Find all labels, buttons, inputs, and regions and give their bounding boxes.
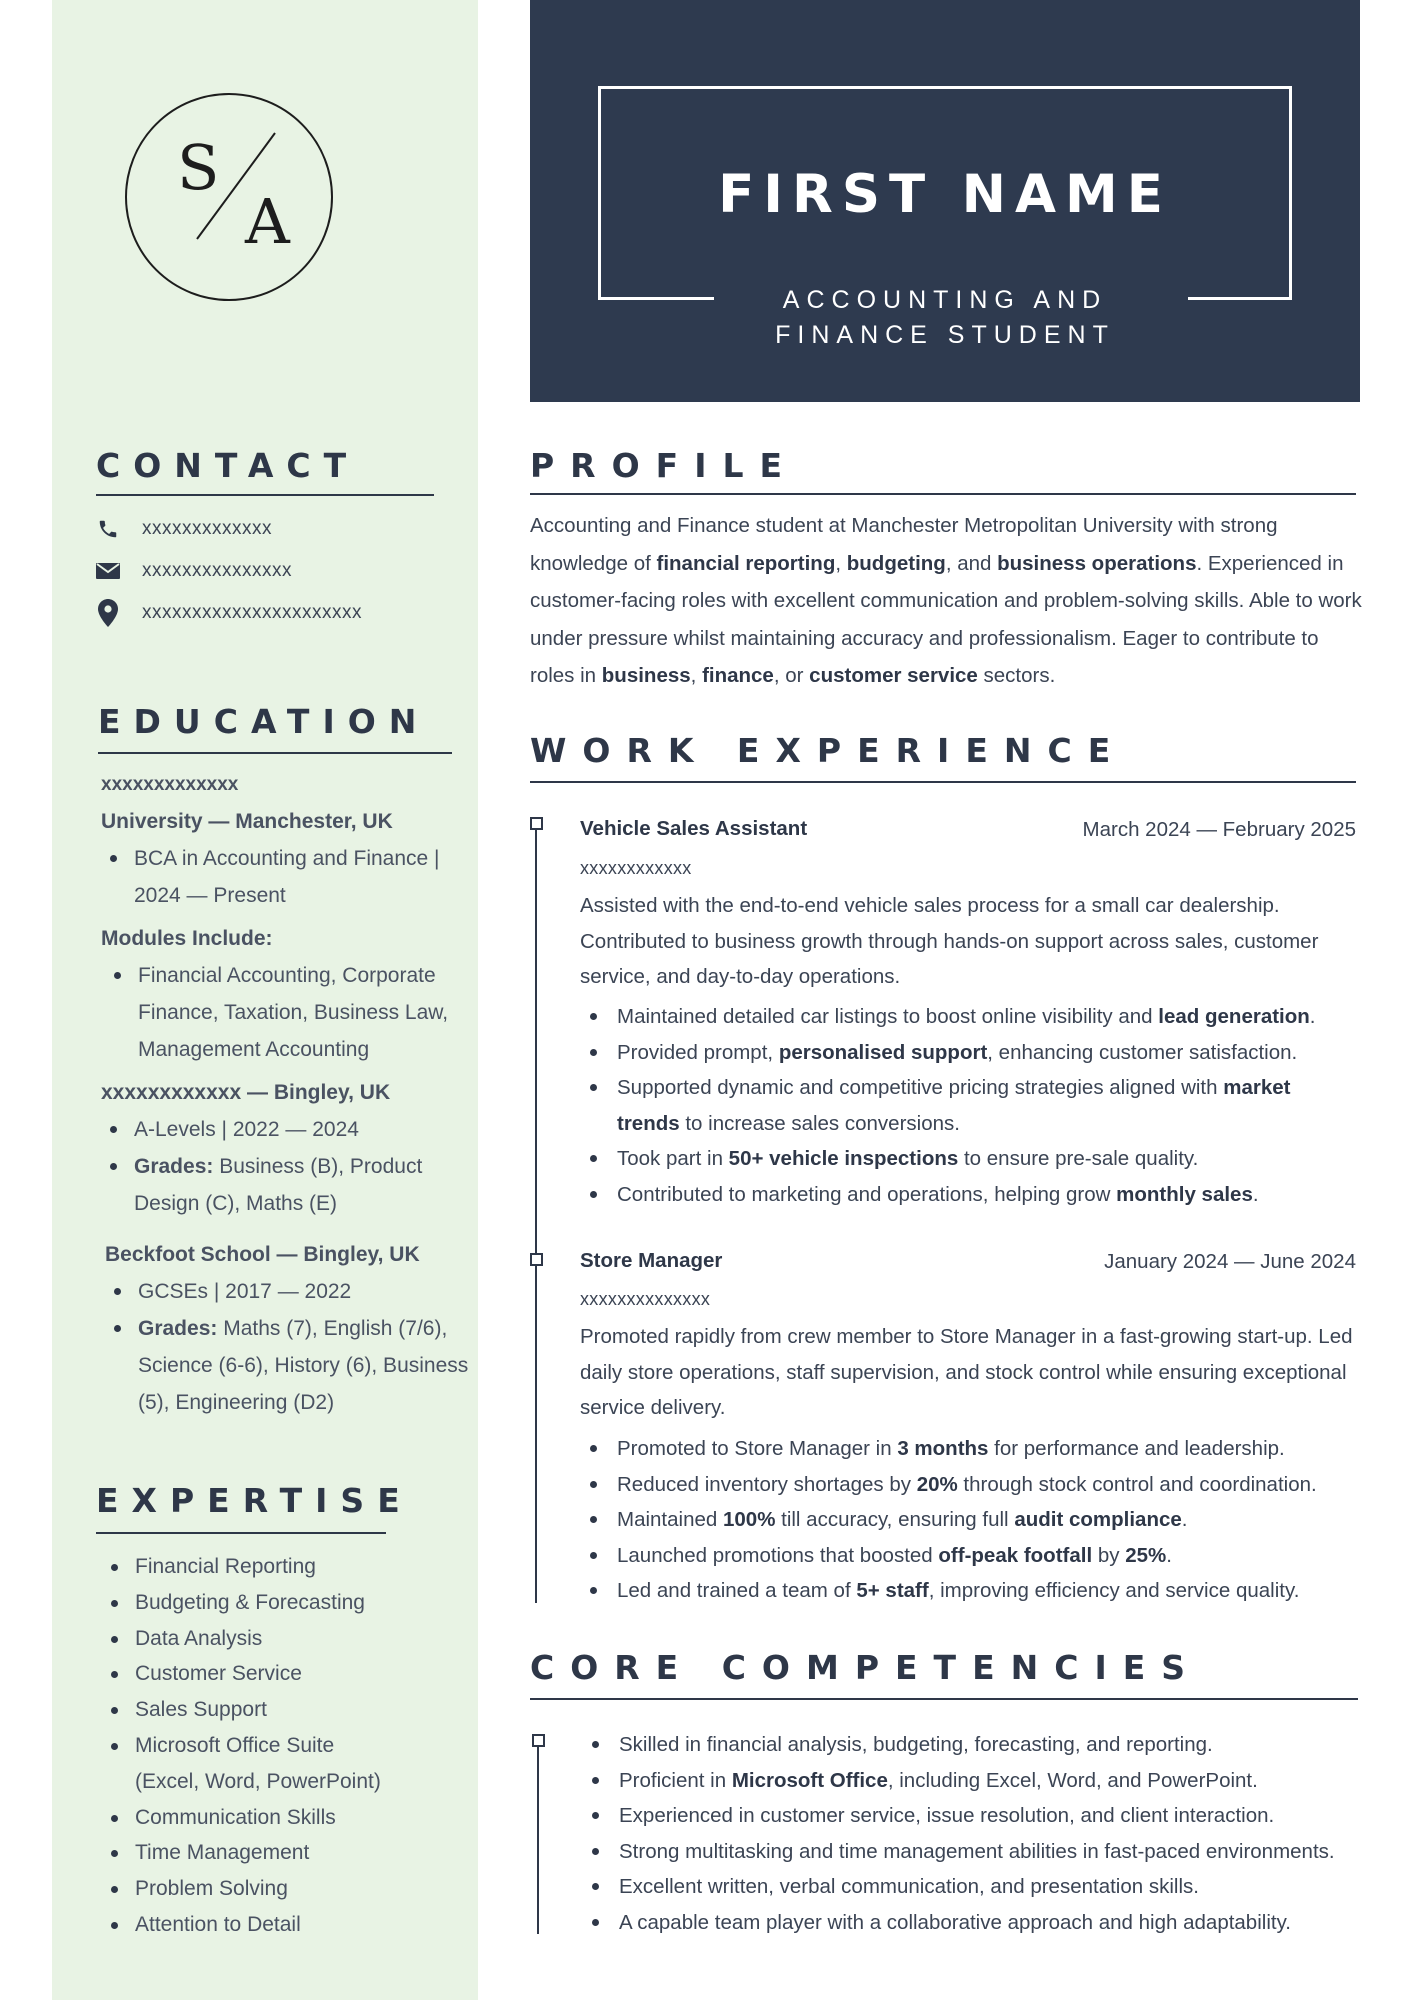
college-alevels: A-Levels | 2022 — 2024 bbox=[134, 1118, 359, 1141]
job-date-vehicle-sales: March 2024 — February 2025 bbox=[1082, 818, 1356, 841]
list-item: Maintained detailed car listings to boost online visibility and lead generation. bbox=[580, 999, 1370, 1035]
list-item: Took part in 50+ vehicle inspections to ensure pre-sale quality. bbox=[580, 1141, 1370, 1177]
list-item: Budgeting & Forecasting bbox=[102, 1585, 432, 1621]
contact-location-row bbox=[96, 593, 466, 633]
modules-text: Financial Accounting, Corporate Finance, Taxation, Business Law, Management Accounting bbox=[138, 964, 449, 1061]
work-timeline bbox=[535, 823, 537, 1603]
monogram-slash bbox=[127, 95, 331, 299]
school-grades: Maths (7), English (7/6), Science (6-6), History (6), Business (5), Engineering (D2) bbox=[138, 1317, 469, 1414]
list-item: Provided prompt, personalised support, enhancing customer satisfaction. bbox=[580, 1035, 1370, 1071]
work-experience-heading: WORK EXPERIENCE bbox=[530, 731, 1127, 770]
location-pin-icon bbox=[96, 601, 120, 625]
list-item: Customer Service bbox=[102, 1656, 432, 1692]
list-item bbox=[101, 840, 446, 914]
contact-heading: CONTACT bbox=[96, 446, 360, 485]
work-experience-rule bbox=[530, 781, 1356, 783]
modules-list bbox=[105, 957, 455, 1068]
school-gcses: GCSEs | 2017 — 2022 bbox=[138, 1280, 352, 1303]
school-grades-label: Grades: bbox=[138, 1317, 218, 1340]
education-rule bbox=[98, 752, 452, 754]
school-details bbox=[105, 1273, 470, 1421]
job-description-store-manager: Promoted rapidly from crew member to Store Manager in a fast-growing start-up. Led daily store operations, staff supervision, and stock control while ensuring exceptional service delivery. bbox=[580, 1325, 1353, 1419]
job-company-store-manager: xxxxxxxxxxxxxx bbox=[580, 1289, 711, 1309]
list-item bbox=[105, 1310, 470, 1421]
job-company-vehicle-sales: xxxxxxxxxxxx bbox=[580, 858, 692, 878]
expertise-list bbox=[102, 1549, 432, 1943]
contact-rule bbox=[96, 494, 434, 496]
list-item: Communication Skills bbox=[102, 1800, 432, 1836]
job-description-vehicle-sales: Assisted with the end-to-end vehicle sales process for a small car dealership. Contributed to business growth through hands-on support across sales, customer service, and day-to-day operations. bbox=[580, 894, 1319, 988]
list-item: Time Management bbox=[102, 1835, 432, 1871]
list-item: Excellent written, verbal communication, and presentation skills. bbox=[582, 1869, 1392, 1905]
list-item: Problem Solving bbox=[102, 1871, 432, 1907]
competencies-list bbox=[582, 1727, 1392, 1940]
contact-email: xxxxxxxxxxxxxxx bbox=[142, 560, 292, 581]
college-grades-label: Grades: bbox=[134, 1155, 214, 1178]
college-line: xxxxxxxxxxxx — Bingley, UK bbox=[101, 1081, 391, 1104]
list-item: Led and trained a team of 5+ staff, improving efficiency and service quality. bbox=[580, 1573, 1380, 1609]
university-name: xxxxxxxxxxxxx bbox=[101, 774, 239, 795]
list-item: A capable team player with a collaborative approach and high adaptability. bbox=[582, 1905, 1392, 1941]
list-item: Attention to Detail bbox=[102, 1907, 432, 1943]
list-item: Data Analysis bbox=[102, 1621, 432, 1657]
job-date-store-manager: January 2024 — June 2024 bbox=[1104, 1250, 1356, 1273]
contact-email-row bbox=[96, 551, 466, 591]
list-item: Proficient in Microsoft Office, including Excel, Word, and PowerPoint. bbox=[582, 1763, 1392, 1799]
envelope-icon bbox=[96, 559, 120, 583]
list-item: Financial Reporting bbox=[102, 1549, 432, 1585]
monogram-letter-s: S bbox=[177, 131, 220, 204]
contact-location: xxxxxxxxxxxxxxxxxxxxxx bbox=[142, 602, 362, 623]
contact-list bbox=[96, 509, 466, 633]
list-item: Supported dynamic and competitive pricing strategies aligned with market trends to increase sales conversions. bbox=[580, 1070, 1370, 1141]
university-location: University — Manchester, UK bbox=[101, 810, 393, 833]
list-item: Contributed to marketing and operations, helping grow monthly sales. bbox=[580, 1177, 1370, 1213]
timeline-marker-job1 bbox=[530, 817, 543, 830]
list-item: Experienced in customer service, issue resolution, and client interaction. bbox=[582, 1798, 1392, 1834]
university-details bbox=[101, 840, 446, 914]
list-item: Strong multitasking and time management abilities in fast-paced environments. bbox=[582, 1834, 1392, 1870]
education-heading: EDUCATION bbox=[98, 702, 430, 741]
list-item bbox=[101, 1148, 446, 1222]
list-item: Reduced inventory shortages by 20% through stock control and coordination. bbox=[580, 1467, 1380, 1503]
timeline-marker-competencies bbox=[532, 1734, 545, 1747]
name-header bbox=[530, 0, 1360, 402]
job-title-store-manager: Store Manager bbox=[580, 1249, 723, 1272]
contact-phone-row bbox=[96, 509, 466, 549]
profile-rule bbox=[530, 493, 1356, 495]
list-item bbox=[105, 957, 455, 1068]
education-content bbox=[101, 767, 469, 1421]
candidate-name: FIRST NAME bbox=[718, 164, 1172, 225]
profile-heading: PROFILE bbox=[530, 446, 799, 485]
competencies-rule bbox=[530, 1698, 1358, 1700]
list-item bbox=[101, 1111, 446, 1148]
expertise-rule bbox=[96, 1532, 386, 1534]
college-grades: Business (B), Product Design (C), Maths (E) bbox=[134, 1155, 423, 1215]
list-item: Maintained 100% till accuracy, ensuring full audit compliance. bbox=[580, 1502, 1380, 1538]
job-bullets-vehicle-sales bbox=[580, 999, 1370, 1212]
expertise-heading: EXPERTISE bbox=[96, 1481, 413, 1520]
competencies-heading: CORE COMPETENCIES bbox=[530, 1648, 1202, 1687]
university-degree: BCA in Accounting and Finance | 2024 — Present bbox=[134, 847, 440, 907]
monogram-logo bbox=[125, 93, 333, 301]
sidebar bbox=[52, 0, 478, 2000]
list-item: Promoted to Store Manager in 3 months for performance and leadership. bbox=[580, 1431, 1380, 1467]
monogram-letter-a: A bbox=[245, 185, 290, 258]
job-title-vehicle-sales: Vehicle Sales Assistant bbox=[580, 817, 808, 840]
list-item: Launched promotions that boosted off-peak footfall by 25%. bbox=[580, 1538, 1380, 1574]
list-item: Sales Support bbox=[102, 1692, 432, 1728]
timeline-marker-job2 bbox=[530, 1253, 543, 1266]
job-subtitle-line1: ACCOUNTING AND bbox=[782, 286, 1108, 314]
list-item bbox=[105, 1273, 470, 1310]
profile-text: Accounting and Finance student at Manchester Metropolitan University with strong knowledge of financial reporting, budgeting, and business operations. Experienced in customer-facing roles with excellent communication and problem-solving skills. Able to work under pressure whilst maintaining accuracy and professionalism. Eager to contribute to roles in business, finance, or customer service sectors. bbox=[530, 514, 1362, 687]
job-subtitle-line2: FINANCE STUDENT bbox=[775, 321, 1115, 349]
modules-label: Modules Include: bbox=[101, 927, 273, 950]
college-details bbox=[101, 1111, 446, 1222]
list-item: Microsoft Office Suite (Excel, Word, PowerPoint) bbox=[102, 1728, 432, 1800]
list-item: Skilled in financial analysis, budgeting, forecasting, and reporting. bbox=[582, 1727, 1392, 1763]
competencies-timeline bbox=[537, 1744, 539, 1934]
job-bullets-store-manager bbox=[580, 1431, 1380, 1609]
contact-phone: xxxxxxxxxxxxx bbox=[142, 518, 272, 539]
phone-icon bbox=[96, 517, 120, 541]
school-line: Beckfoot School — Bingley, UK bbox=[105, 1243, 420, 1266]
